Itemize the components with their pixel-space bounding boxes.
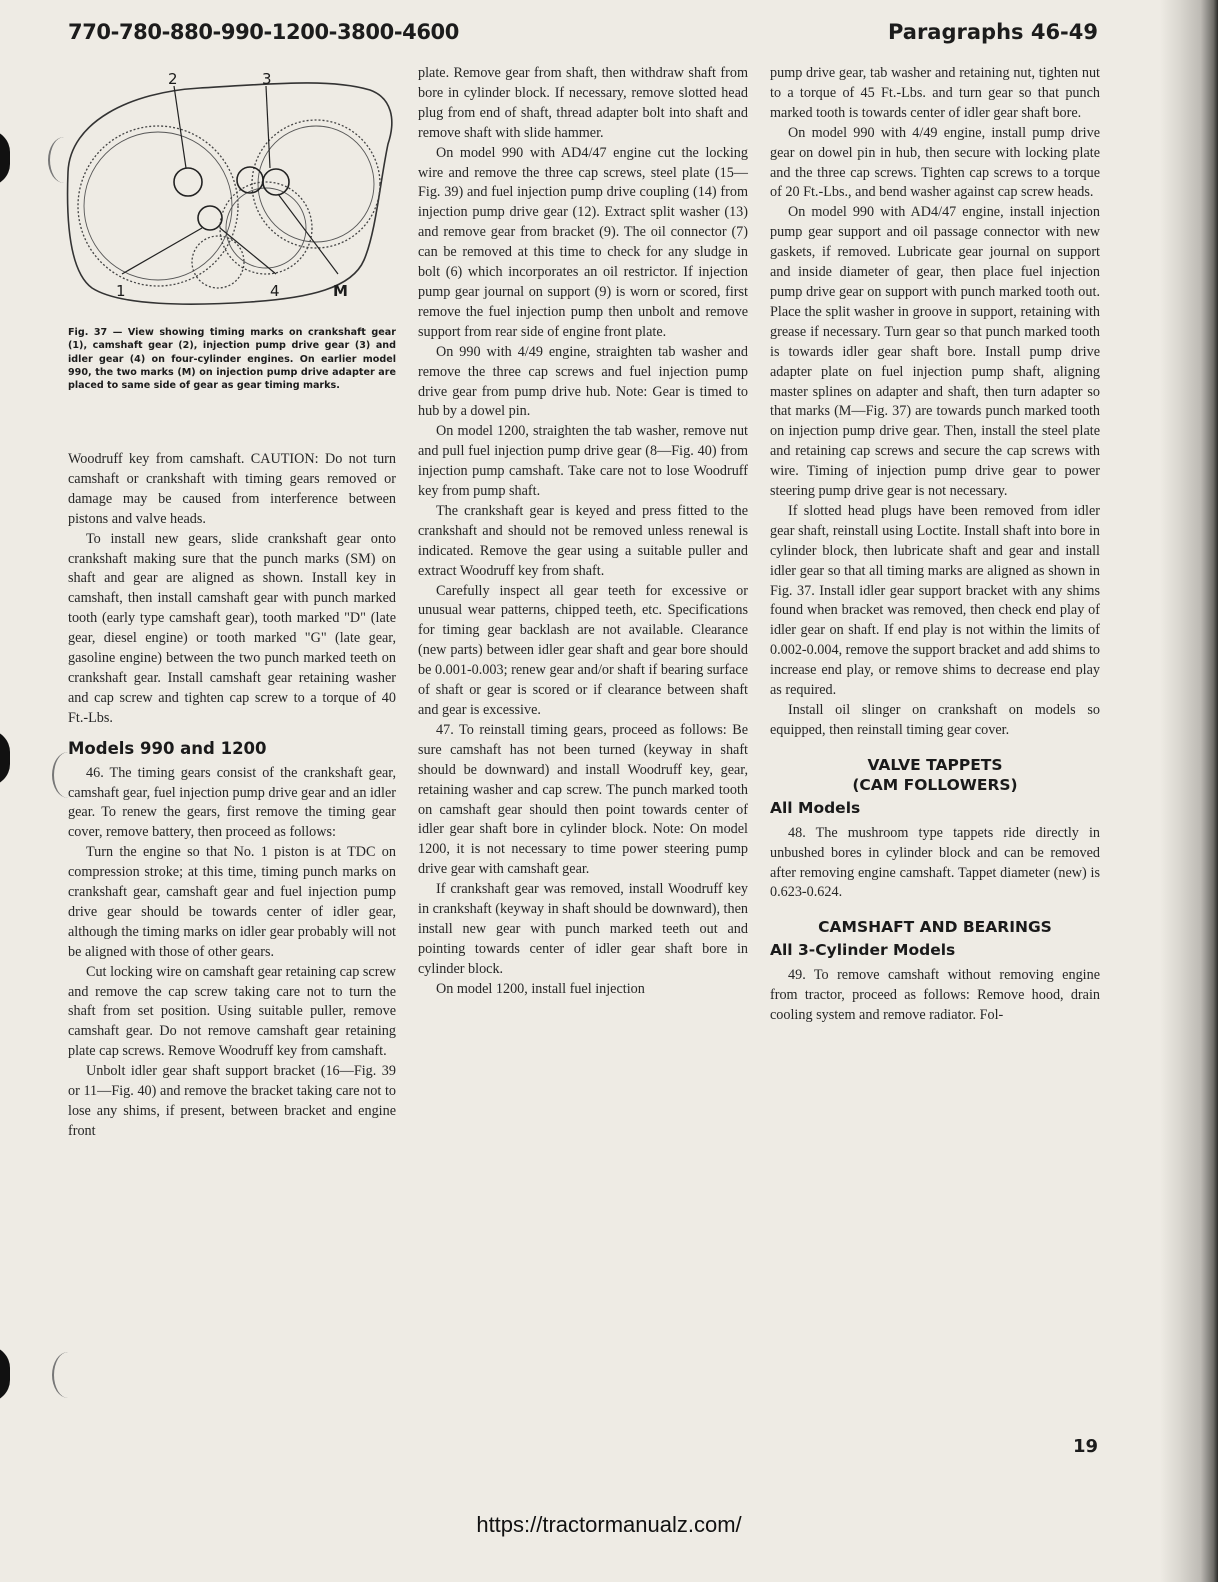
- timing-mark-circle: [237, 167, 263, 193]
- paragraph: On model 990 with AD4/47 engine, install injection pump gear support and oil passage connector with new gaskets, if removed. Lubricate gear journal on support and inside diameter of gear, then place fuel injection pump drive gear on support with punch marked tooth out. Place the split washer in groove in support, retaining with grease if necessary. Turn gear so that punch marked tooth is towards idler gear shaft bore. Install pump drive adapter plate on fuel injection pump shaft, aligning master splines on adapter and shaft, then turn adapter so that marks (M—Fig. 37) are towards punch marked tooth on injection pump drive gear. Then, install the steel plate and retaining cap screws and secure the cap screws with wire. Timing of injection pump drive gear to power steering pump drive gear is not necessary.: [770, 204, 1100, 500]
- injection-pump-drive-gear: [252, 120, 380, 248]
- paragraph: If crankshaft gear was removed, install Woodruff key in crankshaft (keyway in shaft should be downward), then install new gear with punch marked teeth out and pointing towards center of idler gear shaft bore in cylinder block.: [418, 881, 748, 977]
- paragraph: On model 990 with AD4/47 engine cut the locking wire and remove the three cap screws, steel plate (15—Fig. 39) and fuel injection pump drive coupling (14) from injection pump drive gear (12). Extract split washer (13) and remove gear from bracket (9). The oil connector (7) can be removed at this time to check for any sludge in bolt (6) which incorporates an oil restrictor. If injection pump gear journal on support (9) is worn or scored, first remove the fuel injection pump then unbolt and remove support from rear side of engine front plate.: [418, 144, 748, 340]
- section-heading-valve-tappets: VALVE TAPPETS: [867, 755, 1003, 774]
- paragraph: On model 1200, straighten the tab washer, remove nut and pull fuel injection pump drive gear (8—Fig. 40) from injection pump camshaft. Take care not to lose Woodruff key from pump shaft.: [418, 423, 748, 500]
- binder-hole: [0, 1346, 10, 1402]
- section-heading-camshaft-bearings: CAMSHAFT AND BEARINGS: [818, 918, 1052, 937]
- paragraph: 46. The timing gears consist of the crankshaft gear, camshaft gear, fuel injection pump drive gear and an idler gear. To renew the gears, first remove the timing gear cover, remove battery, then proceed as follows:: [68, 764, 396, 841]
- timing-mark-circle: [198, 206, 222, 230]
- text-column-3: [770, 64, 1100, 1026]
- timing-cover-outline: [68, 83, 392, 304]
- figure-label-1: 1: [116, 282, 126, 300]
- leader-line: [220, 228, 276, 274]
- paragraph: To install new gears, slide crankshaft gear onto crankshaft making sure that the punch marks (SM) on shaft and gear are aligned as shown. Install key in camshaft, then install camshaft gear with punch marked tooth (early type camshaft gear), tooth marked "D" (late gear, diesel engine) or tooth marked "G" (late gear, gasoline engine) between the two punch marked teeth on crankshaft gear. Install camshaft gear retaining washer and cap screw and tighten cap screw to a torque of 40 Ft.-Lbs.: [68, 530, 396, 726]
- paragraph: On 990 with 4/49 engine, straighten tab washer and remove the three cap screws and fuel injection pump drive gear from pump drive hub. Note: Gear is timed to hub by a dowel pin.: [418, 343, 748, 420]
- idler-gear: [220, 182, 312, 274]
- paragraph: 48. The mushroom type tappets ride directly in unbushed bores in cylinder block and can be removed after removing engine camshaft. Tappet diameter (new) is 0.623-0.624.: [770, 824, 1100, 901]
- paragraph: If slotted head plugs have been removed from idler gear shaft, reinstall using Loctite. Install shaft into bore in cylinder block, then lubricate shaft and gear and install idler gear so that all timing marks are aligned as shown in Fig. 37. Install idler gear support bracket with any shims found when bracket was removed, then check end play of idler gear on shaft. If end play is not within the limits of 0.002-0.004, remove the support bracket and add shims to increase end play, or remove shims to decrease end play as required.: [770, 502, 1100, 699]
- page-edge-shadow: [1160, 0, 1218, 1582]
- timing-mark-circle: [174, 168, 202, 196]
- idler-gear-inner: [226, 188, 306, 268]
- binder-hole: [0, 130, 10, 186]
- paragraph: plate. Remove gear from shaft, then withdraw shaft from bore in cylinder block. If necessary, remove slotted head plug from end of shaft, thread adapter bolt into shaft and remove shaft with slide hammer.: [418, 65, 748, 141]
- paragraph: Install oil slinger on crankshaft on models so equipped, then reinstall timing gear cover.: [770, 702, 1100, 738]
- paragraph: Unbolt idler gear shaft support bracket (16—Fig. 39 or 11—Fig. 40) and remove the bracket taking care not to lose any shims, if present, between bracket and engine front: [68, 1063, 396, 1139]
- text-column-2: [418, 64, 748, 1000]
- paragraph: On model 990 with 4/49 engine, install pump drive gear on dowel pin in hub, then secure with locking plate and the three cap screws. Tighten cap screws to a torque of 20 Ft.-Lbs., and bend washer against cap screw heads.: [770, 124, 1100, 201]
- figure-caption: Fig. 37 — View showing timing marks on crankshaft gear (1), camshaft gear (2), injection pump drive gear (3) and idler gear (4) on four-cylinder engines. On earlier model 990, the two marks (M) on injection pump drive adapter are placed to same side of gear as gear timing marks.: [68, 327, 396, 392]
- paragraph: Carefully inspect all gear teeth for excessive or unusual wear patterns, chipped teeth, etc. Specifications for timing gear backlash are not available. Clearance (new parts) between idler gear shaft and gear bore should be 0.001-0.003; renew gear and/or shaft if bearing surface of shaft or gear is scored or if clearance between shaft and gear is excessive.: [418, 582, 748, 718]
- paragraph: On model 1200, install fuel injection: [436, 980, 645, 997]
- footer-url[interactable]: https://tractormanualz.com/: [476, 1512, 742, 1537]
- figure-label-4: 4: [270, 282, 280, 300]
- timing-gear-figure: [40, 62, 400, 324]
- crankshaft-gear: [192, 236, 244, 288]
- leader-line: [122, 228, 202, 274]
- paragraph: 47. To reinstall timing gears, proceed as follows: Be sure camshaft has not been turned (keyway in shaft should be downward) and install Woodruff key, gear, retaining washer and cap screw. The punch marked tooth on camshaft gear should then point towards center of idler gear shaft bore in cylinder block. Note: On model 1200, it is not necessary to time power steering pump drive gear with camshaft gear.: [418, 721, 748, 878]
- leader-line: [266, 86, 270, 168]
- paragraph: Cut locking wire on camshaft gear retaining cap screw and remove the cap screw taking care not to turn the shaft from set position. Using suitable puller, remove camshaft gear. Do not remove camshaft gear retaining plate cap screws. Remove Woodruff key from camshaft.: [68, 963, 396, 1060]
- header-models: 770-780-880-990-1200-3800-4600: [68, 20, 459, 44]
- text-column-1: [68, 450, 396, 1142]
- section-heading-models-990-1200: Models 990 and 1200: [68, 738, 267, 758]
- paragraph: Woodruff key from camshaft. CAUTION: Do not turn camshaft or crankshaft with timing gears removed or damage may be caused from interference between pistons and valve heads.: [68, 451, 396, 527]
- figure-label-2: 2: [168, 70, 178, 88]
- subheading-all-3-cylinder-models: All 3-Cylinder Models: [770, 941, 956, 960]
- leader-line: [174, 86, 186, 168]
- paragraph: pump drive gear, tab washer and retaining nut, tighten nut to a torque of 45 Ft.-Lbs. and turn gear so that punch marked tooth is towards center of idler gear shaft bore.: [770, 65, 1100, 121]
- paragraph: The crankshaft gear is keyed and press fitted to the crankshaft and should not be removed unless renewal is indicated. Remove the gear using a suitable puller and extract Woodruff key from shaft.: [418, 502, 748, 579]
- page-number: 19: [1072, 1436, 1098, 1457]
- figure-label-3: 3: [262, 70, 272, 88]
- injection-pump-drive-gear-inner: [258, 126, 374, 242]
- figure-label-m: M: [333, 282, 348, 300]
- page-curl-mark: [52, 1352, 84, 1398]
- section-heading-cam-followers: (CAM FOLLOWERS): [852, 775, 1018, 794]
- paragraph: 49. To remove camshaft without removing engine from tractor, proceed as follows: Remove hood, drain cooling system and remove radiator. Fol-: [770, 967, 1100, 1024]
- paragraph: Turn the engine so that No. 1 piston is at TDC on compression stroke; at this time, timing punch marks on crankshaft gear, camshaft gear and fuel injection pump drive gear should be towards center of idler gear, although the timing marks on idler gear probably will not be aligned with those of other gears.: [68, 844, 396, 960]
- subheading-all-models: All Models: [770, 798, 861, 817]
- header-paragraphs: Paragraphs 46-49: [887, 20, 1098, 44]
- binder-hole: [0, 730, 10, 786]
